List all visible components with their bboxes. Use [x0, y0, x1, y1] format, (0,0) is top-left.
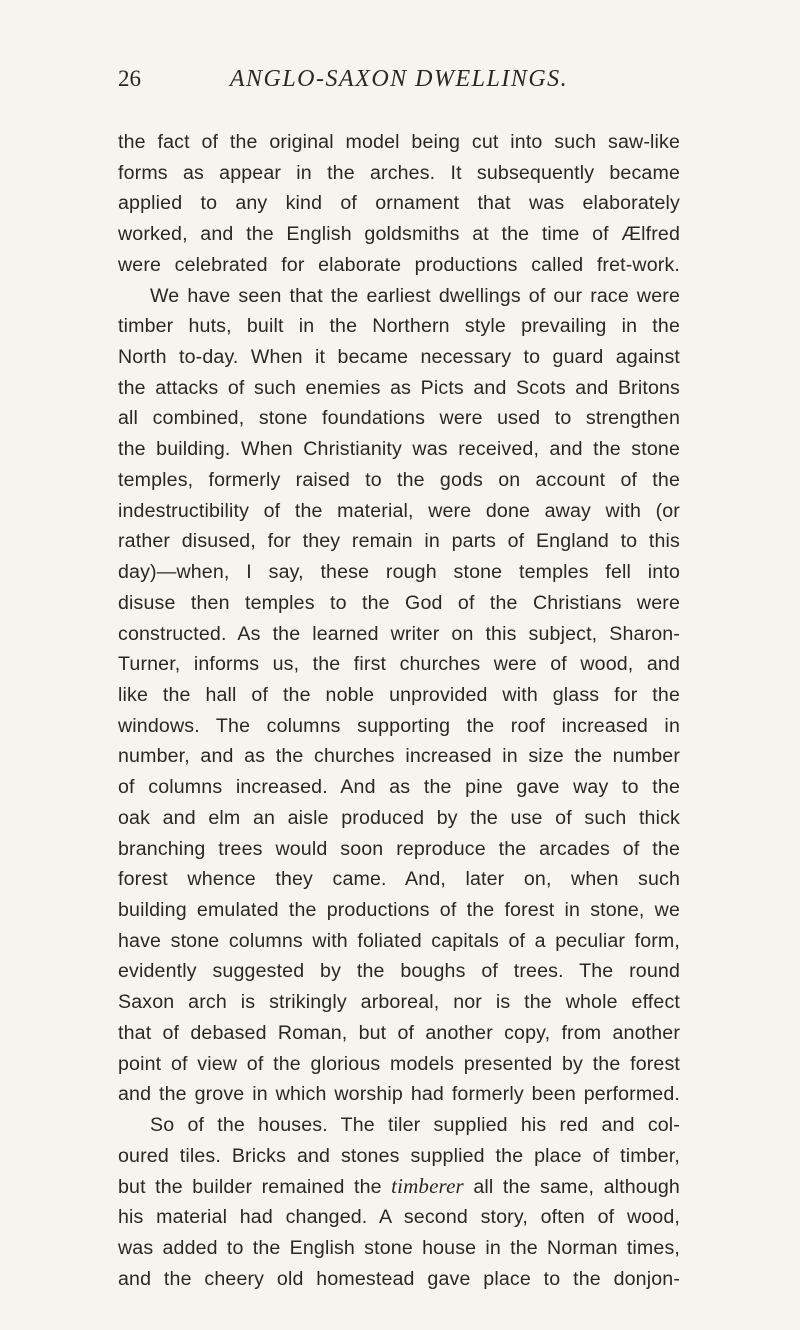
- page-number: 26: [118, 66, 141, 91]
- text-segment: but the builder remained the: [118, 1176, 382, 1199]
- text-line: building emulated the productions of the forest in stone, we: [118, 898, 680, 921]
- text-line: windows. The columns supporting the roof increased in: [118, 714, 680, 737]
- text-line: branching trees would soon reproduce the arcades of the: [118, 837, 680, 860]
- text-line: Turner, informs us, the first churches were of wood, and: [118, 653, 680, 676]
- text-line: day)—when, I say, these rough stone temples fell into: [118, 561, 680, 584]
- text-line: like the hall of the noble unprovided with glass for the: [118, 683, 680, 706]
- text-line: oak and elm an aisle produced by the use of such thick: [118, 806, 680, 829]
- text-line: number, and as the churches increased in size the number: [118, 745, 680, 768]
- text-line: indestructibility of the material, were done away with (or: [118, 499, 680, 522]
- text-line: timber huts, built in the Northern style prevailing in the: [118, 315, 680, 338]
- text-line: rather disused, for they remain in parts of England to this: [118, 530, 680, 553]
- text-line: We have seen that the earliest dwellings of our race were: [150, 284, 680, 307]
- text-line: have stone columns with foliated capitals of a peculiar form,: [118, 929, 680, 952]
- text-line: were celebrated for elaborate productions called fret-work.: [118, 253, 680, 276]
- text-line: his material had changed. A second story, often of wood,: [118, 1206, 680, 1229]
- text-line: and the grove in which worship had formerly been performed.: [118, 1083, 680, 1106]
- text-line: oured tiles. Bricks and stones supplied the place of timber,: [118, 1144, 680, 1167]
- running-head: [118, 64, 680, 98]
- italic-word: timberer: [391, 1174, 464, 1199]
- text-line: point of view of the glorious models presented by the forest: [118, 1052, 680, 1075]
- text-line: and the cheery old homestead gave place to the donjon-: [118, 1267, 680, 1290]
- text-line: disuse then temples to the God of the Christians were: [118, 591, 680, 614]
- text-line: forest whence they came. And, later on, when such: [118, 868, 680, 891]
- text-segment: all the same, although: [473, 1176, 680, 1199]
- text-line-with-italic: [118, 1171, 680, 1202]
- text-line: the fact of the original model being cut into such saw-like: [118, 131, 680, 153]
- text-line: evidently suggested by the boughs of trees. The round: [118, 960, 680, 983]
- text-line: applied to any kind of ornament that was elaborately: [118, 192, 680, 215]
- text-line: of columns increased. And as the pine gave way to the: [118, 776, 680, 799]
- text-line: constructed. As the learned writer on this subject, Sharon-: [118, 622, 680, 645]
- text-line: was added to the English stone house in the Norman times,: [118, 1236, 680, 1259]
- text-line: So of the houses. The tiler supplied his red and col-: [150, 1114, 680, 1136]
- text-line: all combined, stone foundations were used to strengthen: [118, 407, 680, 430]
- running-title: ANGLO-SAXON DWELLINGS.: [229, 66, 569, 92]
- text-line: forms as appear in the arches. It subsequently became: [118, 161, 680, 184]
- text-line: North to-day. When it became necessary to guard against: [118, 346, 680, 369]
- text-line: temples, formerly raised to the gods on account of the: [118, 468, 680, 491]
- body-text: [118, 127, 680, 1294]
- text-line: the building. When Christianity was received, and the stone: [118, 438, 680, 461]
- text-line: that of debased Roman, but of another copy, from another: [118, 1021, 680, 1044]
- text-line: the attacks of such enemies as Picts and Scots and Britons: [118, 376, 680, 399]
- text-line: worked, and the English goldsmiths at the time of Ælfred: [118, 223, 680, 246]
- text-line: Saxon arch is strikingly arboreal, nor is the whole effect: [118, 991, 680, 1014]
